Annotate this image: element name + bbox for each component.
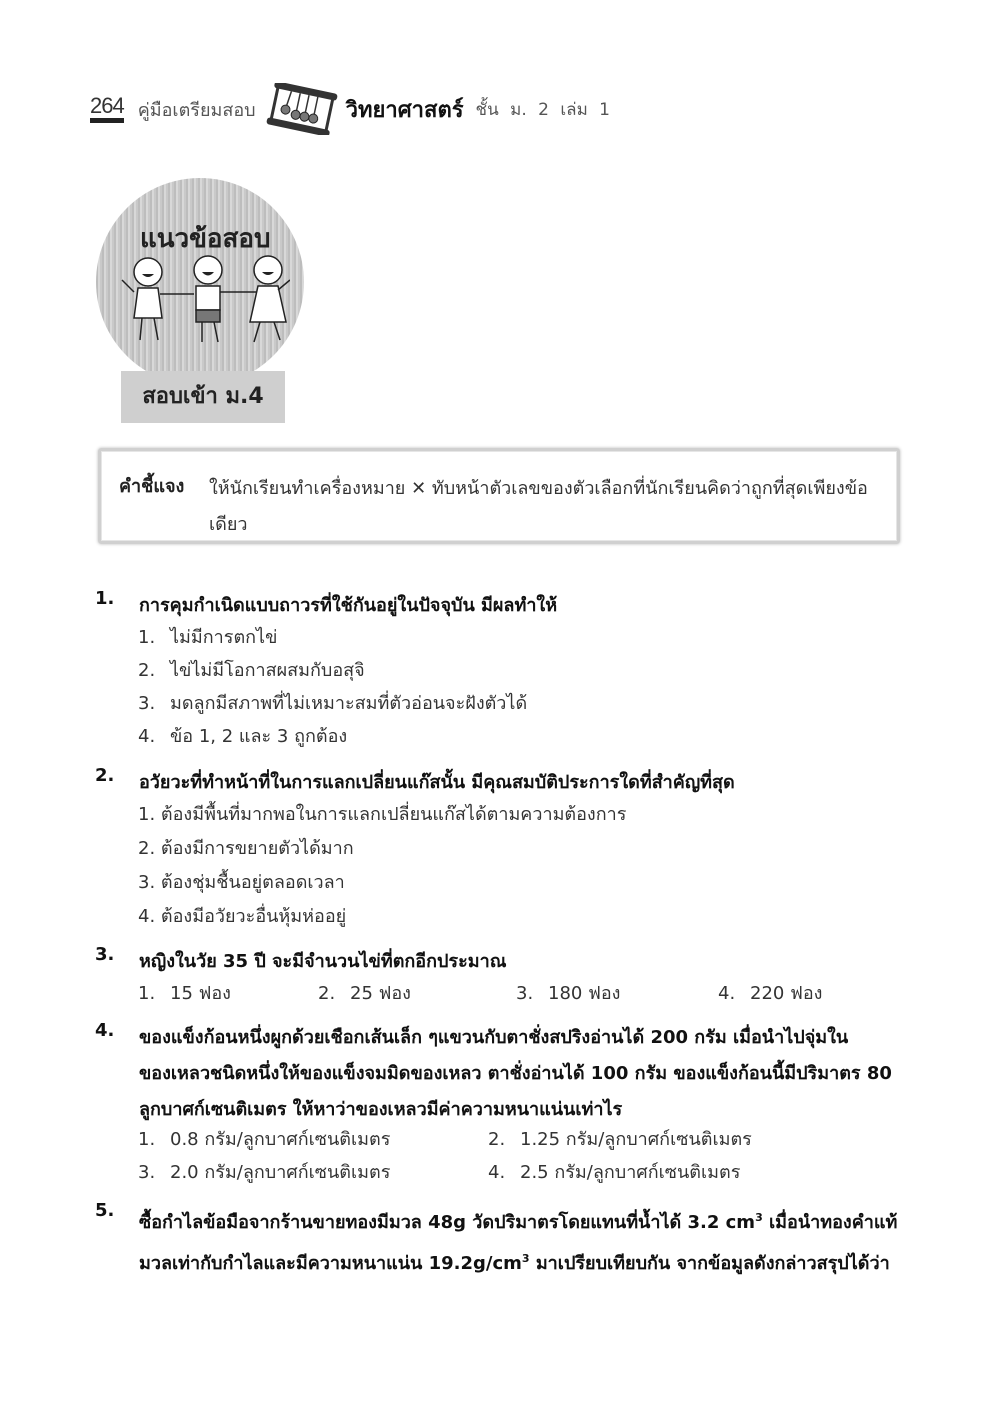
- option[interactable]: 4. 2.5 กรัม/ลูกบาศก์เซนติเมตร: [488, 1162, 741, 1183]
- page-number: 264: [90, 95, 124, 123]
- question-stem: อวัยวะที่ทำหน้าที่ในการแลกเปลี่ยนแก๊สนั้น มีคุณสมบัติประการใดที่สำคัญที่สุด: [139, 772, 735, 793]
- newtons-cradle-icon: [266, 83, 338, 135]
- badge-subtitle: สอบเข้า ม.4: [142, 384, 264, 409]
- option[interactable]: 2. 1.25 กรัม/ลูกบาศก์เซนติเมตร: [488, 1129, 752, 1150]
- option[interactable]: 2. 25 ฟอง: [318, 983, 411, 1004]
- page-header: [90, 84, 610, 134]
- option[interactable]: 1. ไม่มีการตกไข่: [138, 627, 278, 648]
- option[interactable]: 3. ต้องชุ่มชื้นอยู่ตลอดเวลา: [138, 872, 345, 893]
- badge-subtitle-strip: [121, 371, 285, 423]
- exam-guide-badge: [96, 178, 306, 428]
- question-stem: การคุมกำเนิดแบบถาวรที่ใช้กันอยู่ในปัจจุบัน มีผลทำให้: [139, 595, 558, 616]
- instructions-label: คำชี้แจง: [119, 476, 185, 497]
- children-illustration-icon: [120, 250, 290, 350]
- question-number: 5.: [95, 1200, 115, 1221]
- option[interactable]: 2. ต้องมีการขยายตัวได้มาก: [138, 838, 354, 859]
- question-stem: ซื้อกำไลข้อมือจากร้านขายทองมีมวล 48g วัดปริมาตรโดยแทนที่น้ำได้ 3.2 $cm^3$ เมื่อนำทองคำแท้มวลเท่ากับกำไลและมีความหนาแน่น $19.2g/cm^3$ มาเปรียบเทียบกัน จากข้อมูลดังกล่าวสรุปได้ว่า: [139, 1211, 898, 1274]
- option[interactable]: 3. มดลูกมีสภาพที่ไม่เหมาะสมที่ตัวอ่อนจะฝังตัวได้: [138, 693, 528, 714]
- option[interactable]: 4. ต้องมีอวัยวะอื่นหุ้มห่ออยู่: [138, 906, 347, 927]
- option[interactable]: 1. ต้องมีพื้นที่มากพอในการแลกเปลี่ยนแก๊สได้ตามความต้องการ: [138, 804, 627, 825]
- instructions-box: [98, 448, 900, 544]
- option[interactable]: 4. 220 ฟอง: [718, 983, 823, 1004]
- question-stem: ของแข็งก้อนหนึ่งผูกด้วยเชือกเส้นเล็ก ๆแขวนกับตาชั่งสปริงอ่านได้ 200 กรัม เมื่อนำไปจุ่มในของเหลวชนิดหนึ่งให้ของแข็งจมมิดของเหลว ตาชั่งอ่านได้ 100 กรัม ของแข็งก้อนนี้มีปริมาตร 80 ลูกบาศก์เซนติเมตร ให้หาว่าของเหลวมีค่าความหนาแน่นเท่าไร: [139, 1027, 892, 1120]
- option[interactable]: 4. ข้อ 1, 2 และ 3 ถูกต้อง: [138, 726, 348, 747]
- option[interactable]: 1. 0.8 กรัม/ลูกบาศก์เซนติเมตร: [138, 1129, 391, 1150]
- question-number: 4.: [95, 1020, 115, 1041]
- option[interactable]: 3. 180 ฟอง: [516, 983, 621, 1004]
- subject-title: วิทยาศาสตร์: [345, 97, 464, 123]
- instructions-text: ให้นักเรียนทำเครื่องหมาย ✕ ทับหน้าตัวเลขของตัวเลือกที่นักเรียนคิดว่าถูกที่สุดเพียงข้อเดียว: [209, 478, 868, 535]
- question-number: 1.: [95, 588, 115, 609]
- question-number: 2.: [95, 765, 115, 786]
- question-stem: หญิงในวัย 35 ปี จะมีจำนวนไข่ที่ตกอีกประมาณ: [139, 951, 507, 972]
- option[interactable]: 2. ไข่ไม่มีโอกาสผสมกับอสุจิ: [138, 660, 365, 681]
- option[interactable]: 3. 2.0 กรัม/ลูกบาศก์เซนติเมตร: [138, 1162, 391, 1183]
- badge-title: แนวข้อสอบ: [140, 224, 271, 254]
- grade-label: ชั้น ม. 2 เล่ม 1: [475, 99, 610, 120]
- option[interactable]: 1. 15 ฟอง: [138, 983, 231, 1004]
- question-number: 3.: [95, 944, 115, 965]
- book-title: คู่มือเตรียมสอบ: [137, 99, 256, 121]
